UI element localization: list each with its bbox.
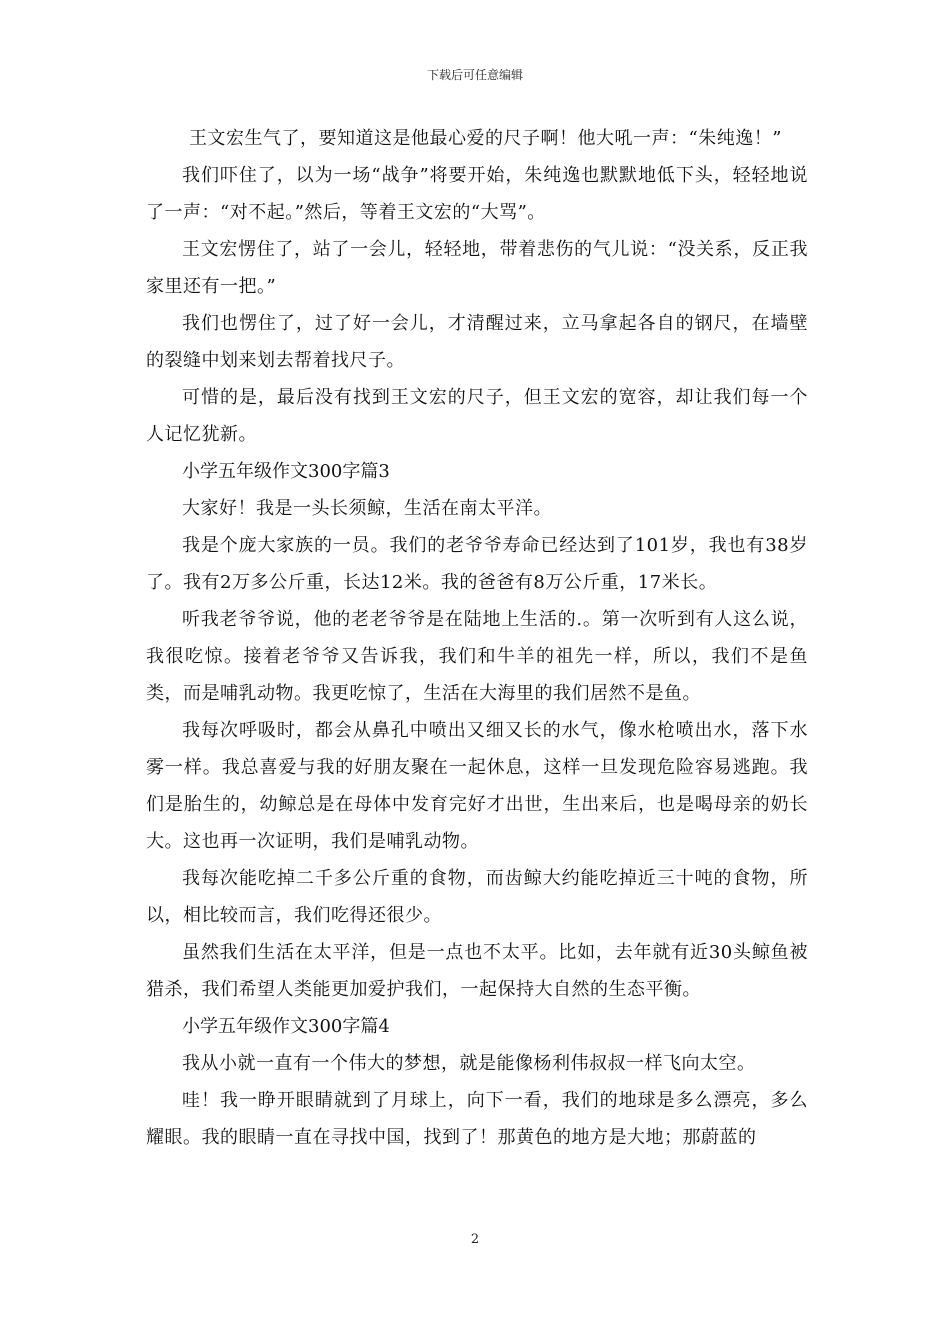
- paragraph: 王文宏生气了，要知道这是他最心爱的尺子啊！他大吼一声：“朱纯逸！”: [189, 128, 782, 149]
- paragraph: 虽然我们生活在太平洋，但是一点也不太平。比如，去年就有近30头鲸鱼被猎杀，我们希望人类能更加爱护我们，一起保持大自然的生态平衡。: [146, 942, 808, 1000]
- paragraph: 我每次呼吸时，都会从鼻孔中喷出又细又长的水气，像水枪喷出水，落下水雾一样。我总喜爱与我的好朋友聚在一起休息，这样一旦发现危险容易逃跑。我们是胎生的，幼鲸总是在母体中发育完好才出世，生出来后，也是喝母亲的奶长大。这也再一次证明，我们是哺乳动物。: [146, 720, 808, 852]
- document-body: [146, 120, 808, 1156]
- paragraph: 我们吓住了，以为一场“战争”将要开始，朱纯逸也默默地低下头，轻轻地说了一声：“对不起。”然后，等着王文宏的“大骂”。: [146, 165, 808, 223]
- paragraph: 我从小就一直有一个伟大的梦想，就是能像杨利伟叔叔一样飞向太空。: [182, 1053, 756, 1074]
- page-header: 下载后可任意编辑: [426, 68, 523, 82]
- section-heading: 小学五年级作文300字篇4: [182, 1016, 390, 1037]
- paragraph: 我每次能吃掉二千多公斤重的食物，而齿鲸大约能吃掉近三十吨的食物，所以，相比较而言，我们吃得还很少。: [146, 868, 808, 926]
- paragraph: 我是个庞大家族的一员。我们的老爷爷寿命已经达到了101岁，我也有38岁了。我有2万多公斤重，长达12米。我的爸爸有8万公斤重，17米长。: [146, 535, 808, 593]
- paragraph: 我们也愣住了，过了好一会儿，才清醒过来，立马拿起各自的钢尺，在墙壁的裂缝中划来划去帮着找尺子。: [146, 313, 808, 371]
- paragraph: 听我老爷爷说，他的老老爷爷是在陆地上生活的.。第一次听到有人这么说，我很吃惊。接着老爷爷又告诉我，我们和牛羊的祖先一样，所以，我们不是鱼类，而是哺乳动物。我更吃惊了，生活在大海里的我们居然不是鱼。: [146, 609, 808, 704]
- paragraph: 王文宏愣住了，站了一会儿，轻轻地，带着悲伤的气儿说：“没关系，反正我家里还有一把。”: [146, 239, 808, 297]
- paragraph: 大家好！我是一头长须鲸，生活在南太平洋。: [182, 498, 552, 519]
- paragraph: 哇！我一睁开眼睛就到了月球上，向下一看，我们的地球是多么漂亮，多么耀眼。我的眼睛一直在寻找中国，找到了！那黄色的地方是大地；那蔚蓝的: [146, 1090, 808, 1148]
- paragraph: 可惜的是，最后没有找到王文宏的尺子，但王文宏的宽容，却让我们每一个人记忆犹新。: [146, 387, 808, 445]
- section-heading: 小学五年级作文300字篇3: [182, 461, 390, 482]
- page-number: 2: [470, 1232, 480, 1247]
